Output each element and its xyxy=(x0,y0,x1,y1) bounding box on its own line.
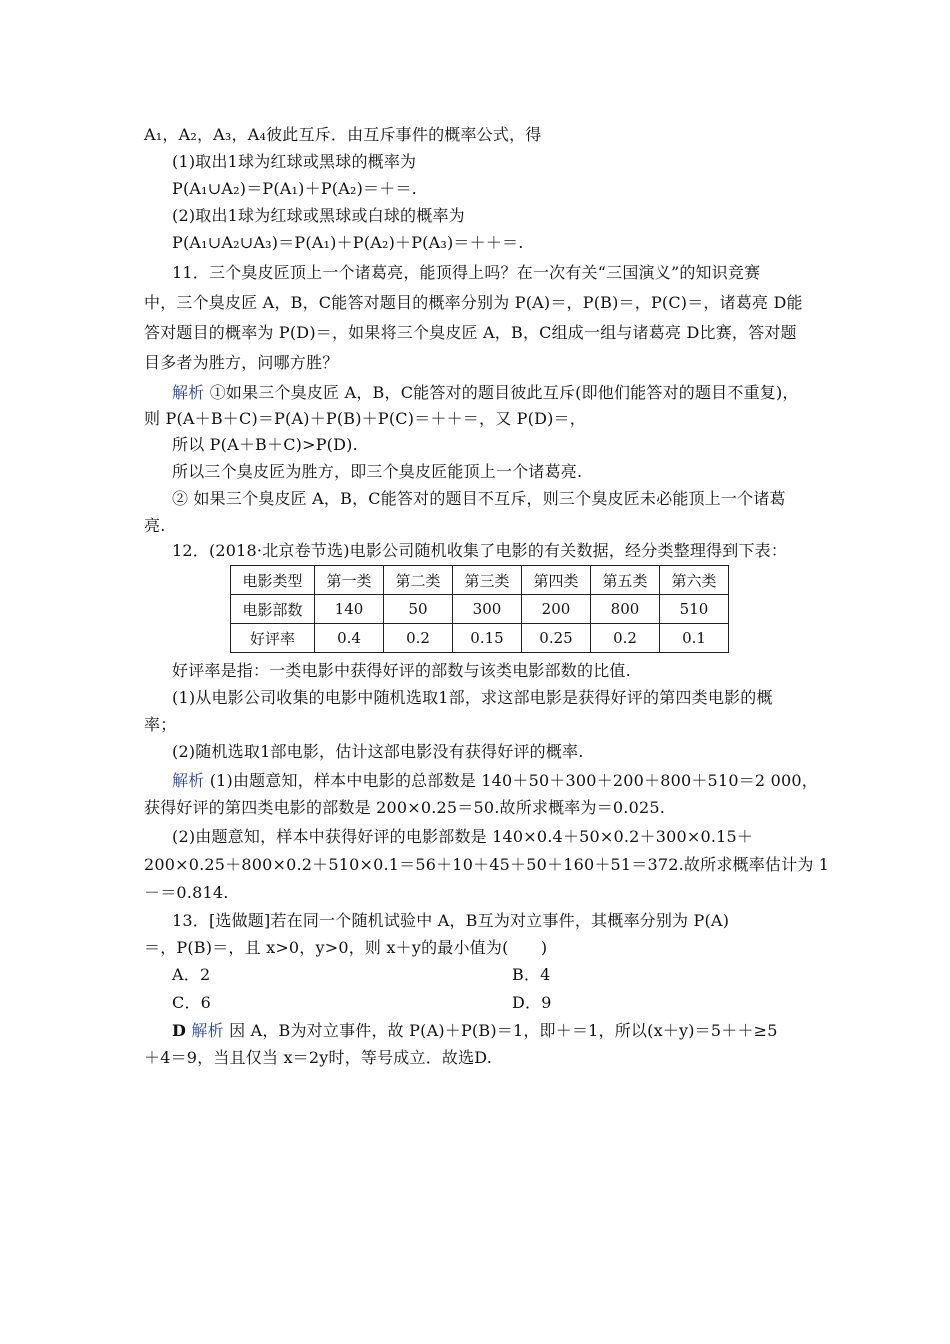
question-11-line: 答对题目的概率为 P(D)＝，如果将三个臭皮匠 A，B，C组成一组与诸葛亮 D比赛，答对题 xyxy=(144,323,797,342)
table-cell: 0.4 xyxy=(315,624,384,653)
text-line: (2)取出1球为红球或黑球或白球的概率为 xyxy=(172,206,465,225)
answer-11-line: 则 P(A＋B＋C)＝P(A)＋P(B)＋P(C)＝＋＋＝，又 P(D)＝， xyxy=(144,409,586,428)
option-d: D．9 xyxy=(512,993,552,1012)
table-cell: 50 xyxy=(384,595,453,624)
question-11-line: 11．三个臭皮匠顶上一个诸葛亮，能顶得上吗？在一次有关“三国演义”的知识竞赛 xyxy=(172,263,761,282)
table-cell: 510 xyxy=(660,595,729,624)
option-b: B．4 xyxy=(512,965,551,984)
table-cell: 电影部数 xyxy=(231,595,315,624)
table-cell: 电影类型 xyxy=(231,566,315,595)
table-cell: 0.1 xyxy=(660,624,729,653)
question-12-line: 好评率是指：一类电影中获得好评的部数与该类电影部数的比值. xyxy=(172,661,631,680)
table-cell: 第四类 xyxy=(522,566,591,595)
table-cell: 第一类 xyxy=(315,566,384,595)
table-cell: 第二类 xyxy=(384,566,453,595)
table-cell: 300 xyxy=(453,595,522,624)
table-cell: 0.2 xyxy=(591,624,660,653)
answer-12-line: 获得好评的第四类电影的部数是 200×0.25＝50.故所求概率为＝0.025. xyxy=(144,798,665,817)
table-cell: 0.2 xyxy=(384,624,453,653)
table-cell: 第五类 xyxy=(591,566,660,595)
answer-11-line: 所以 P(A＋B＋C)>P(D). xyxy=(172,435,358,454)
analysis-label: 解析 xyxy=(172,771,205,790)
table-cell: 800 xyxy=(591,595,660,624)
answer-12-line: －＝0.814. xyxy=(144,883,229,902)
question-12-line: (2)随机选取1部电影，估计这部电影没有获得好评的概率. xyxy=(172,742,584,761)
answer-11-line: 所以三个臭皮匠为胜方，即三个臭皮匠能顶上一个诸葛亮. xyxy=(172,462,583,481)
answer-12-line: 200×0.25＋800×0.2＋510×0.1＝56＋10＋45＋50＋160＋51＝372.故所求概率估计为 1 xyxy=(144,855,830,874)
question-13-line: ＝，P(B)＝，且 x>0，y>0，则 x＋y的最小值为( ) xyxy=(144,938,548,957)
answer-11-line: 亮. xyxy=(144,516,166,535)
formula-line: P(A₁∪A₂∪A₃)＝P(A₁)＋P(A₂)＋P(A₃)＝＋＋＝. xyxy=(172,233,524,252)
text-line: (1)取出1球为红球或黑球的概率为 xyxy=(172,152,417,171)
question-13-line: 13．[选做题]若在同一个随机试验中 A，B互为对立事件，其概率分别为 P(A) xyxy=(172,911,730,930)
answer-text: 因 A，B为对立事件，故 P(A)＋P(B)＝1，即＋＝1，所以(x＋y)＝5＋＋≥5 xyxy=(229,1021,778,1040)
table-cell: 200 xyxy=(522,595,591,624)
table-cell: 0.25 xyxy=(522,624,591,653)
question-11-line: 中，三个臭皮匠 A，B，C能答对题目的概率分别为 P(A)＝，P(B)＝，P(C)＝，诸葛亮 D能 xyxy=(144,293,803,312)
answer-12-line: (2)由题意知，样本中获得好评的电影部数是 140×0.4＋50×0.2＋300×0.15＋ xyxy=(172,827,754,846)
analysis-label: 解析 xyxy=(191,1021,224,1040)
question-12-line: 12．(2018·北京卷节选)电影公司随机收集了电影的有关数据，经分类整理得到下表： xyxy=(172,541,788,560)
option-c: C．6 xyxy=(172,993,212,1012)
movie-data-table xyxy=(230,565,729,653)
answer-text: ①如果三个臭皮匠 A，B，C能答对的题目彼此互斥(即他们能答对的题目不重复)， xyxy=(209,383,799,402)
table-row xyxy=(231,566,729,595)
answer-11-line xyxy=(172,382,799,404)
question-11-line: 目多者为胜方，问哪方胜？ xyxy=(144,353,339,372)
text-line: A₁，A₂，A₃，A₄彼此互斥．由互斥事件的概率公式，得 xyxy=(144,125,542,144)
answer-11-line: ② 如果三个臭皮匠 A，B，C能答对的题目不互斥，则三个臭皮匠未必能顶上一个诸葛 xyxy=(172,489,786,508)
answer-13-line: ＋4＝9，当且仅当 x＝2y时，等号成立．故选D. xyxy=(144,1048,493,1067)
answer-12-line xyxy=(172,770,818,792)
table-row xyxy=(231,595,729,624)
table-cell: 第三类 xyxy=(453,566,522,595)
analysis-label: 解析 xyxy=(172,383,205,402)
table-row xyxy=(231,624,729,653)
answer-text: (1)由题意知，样本中电影的总部数是 140＋50＋300＋200＋800＋510＝2 000， xyxy=(204,771,818,790)
option-a: A．2 xyxy=(172,965,211,984)
table-cell: 好评率 xyxy=(231,624,315,653)
answer-13-line xyxy=(172,1020,778,1042)
table-cell: 第六类 xyxy=(660,566,729,595)
table-cell: 0.15 xyxy=(453,624,522,653)
table-cell: 140 xyxy=(315,595,384,624)
question-12-line: (1)从电影公司收集的电影中随机选取1部，求这部电影是获得好评的第四类电影的概 xyxy=(172,688,773,707)
question-12-line: 率； xyxy=(144,715,177,734)
formula-line: P(A₁∪A₂)＝P(A₁)＋P(A₂)＝＋＝. xyxy=(172,179,417,198)
answer-choice: D xyxy=(172,1021,187,1040)
